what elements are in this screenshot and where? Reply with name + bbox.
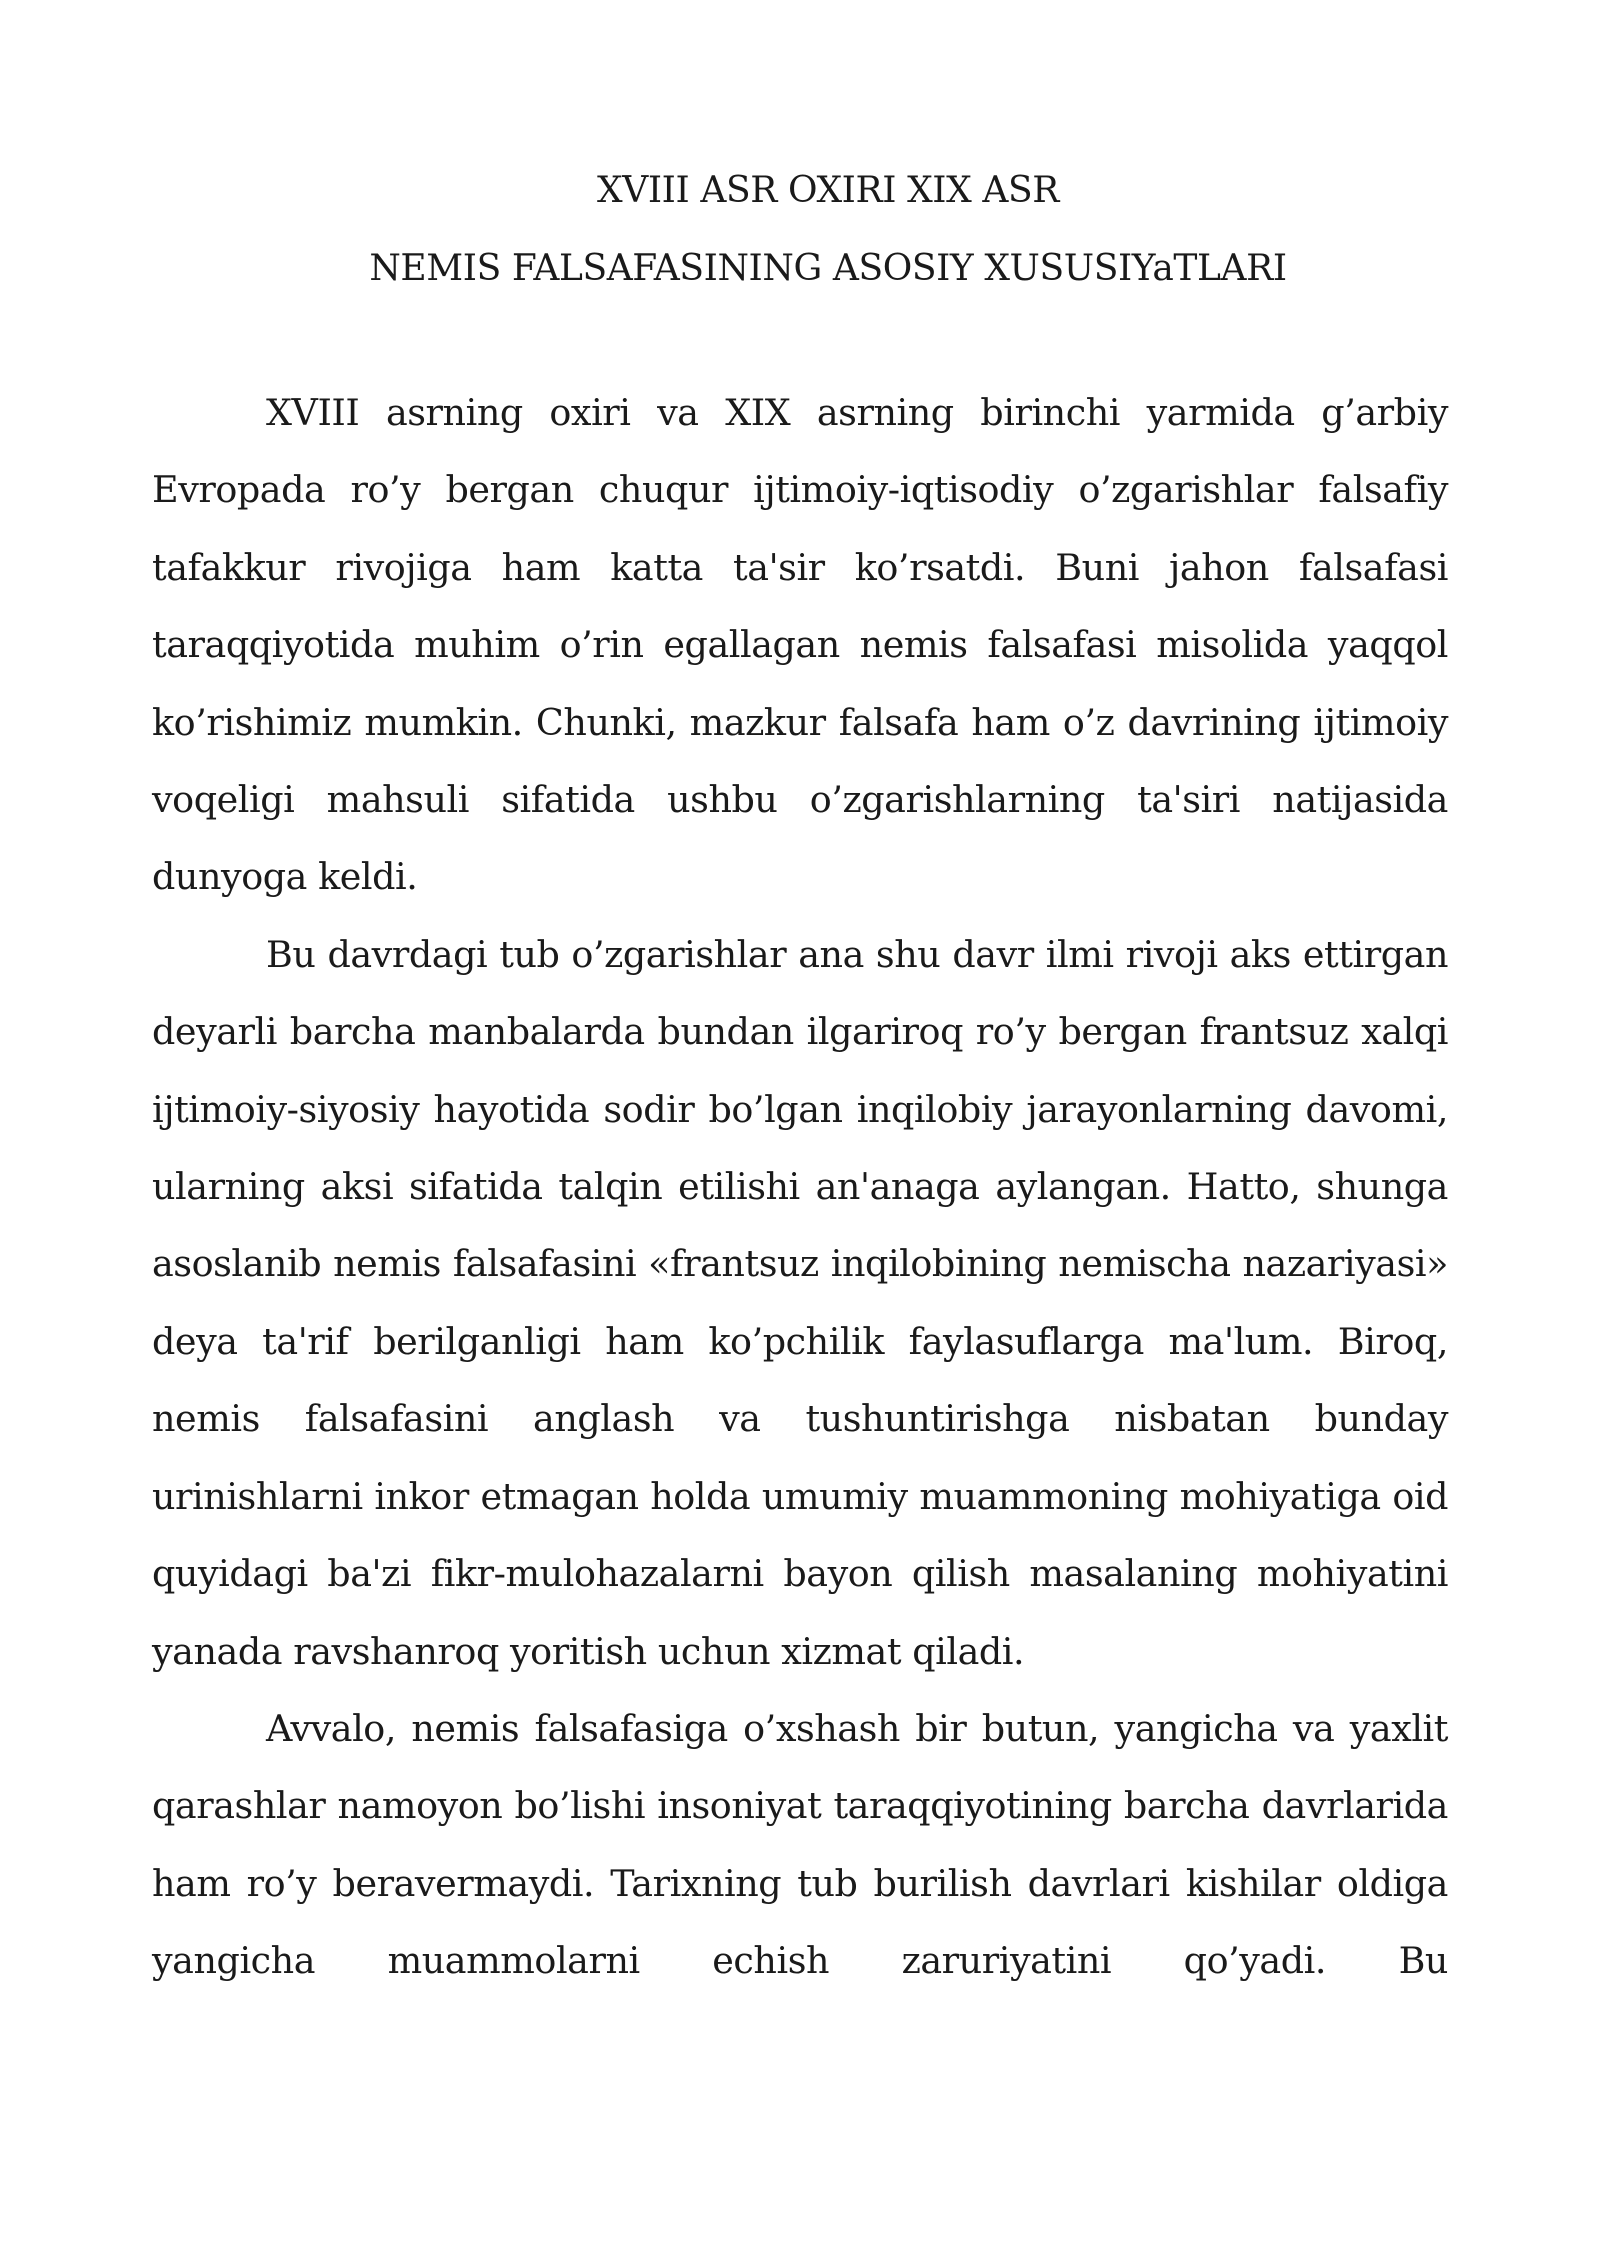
title-line-1: XVIII ASR OXIRI XIX ASR <box>597 170 1059 211</box>
paragraph-2: Bu davrdagi tub o’zgarishlar ana shu davr ilmi rivoji aks ettirgan deyarli barcha manbalarda bundan ilgariroq ro’y bergan frantsuz xalqi ijtimoiy-siyosiy hayotida sodir bo’lgan inqilobiy jarayonlarning davomi, ularning aksi sifatida talqin etilishi an'anaga aylangan. Hatto, shunga asoslanib nemis falsafasini «frantsuz inqilobining nemischa nazariyasi» deya ta'rif berilganligi ham ko’pchilik faylasuflarga ma'lum. Biroq, nemis falsafasini anglash va tushuntirishga nisbatan bunday urinishlarni inkor etmagan holda umumiy muammoning mohiyatiga oid quyidagi ba'zi fikr-mulohazalarni bayon qilish masalaning mohiyatini yanada ravshanroq yoritish uchun xizmat qiladi. <box>152 932 1448 1673</box>
title-line-2: NEMIS FALSAFASINING ASOSIY XUSUSIYaTLARI <box>369 248 1287 289</box>
title-block <box>0 152 1600 308</box>
paragraph-3: Avvalo, nemis falsafasiga o’xshash bir butun, yangicha va yaxlit qarashlar namoyon bo’lishi insoniyat taraqqiyotining barcha davrlarida ham ro’y beravermaydi. Tarixning tub burilish davrlari kishilar oldiga yangicha muammolarni echish zaruriyatini qo’yadi. Bu <box>152 1706 1448 1983</box>
body-text <box>152 374 1448 2000</box>
paragraph-1: XVIII asrning oxiri va XIX asrning birinchi yarmida g’arbiy Evropada ro’y bergan chuqur ijtimoiy-iqtisodiy o’zgarishlar falsafiy tafakkur rivojiga ham katta ta'sir ko’rsatdi. Buni jahon falsafasi taraqqiyotida muhim o’rin egallagan nemis falsafasi misolida yaqqol ko’rishimiz mumkin. Chunki, mazkur falsafa ham o’z davrining ijtimoiy voqeligi mahsuli sifatida ushbu o’zgarishlarning ta'siri natijasida dunyoga keldi. <box>152 391 1448 899</box>
